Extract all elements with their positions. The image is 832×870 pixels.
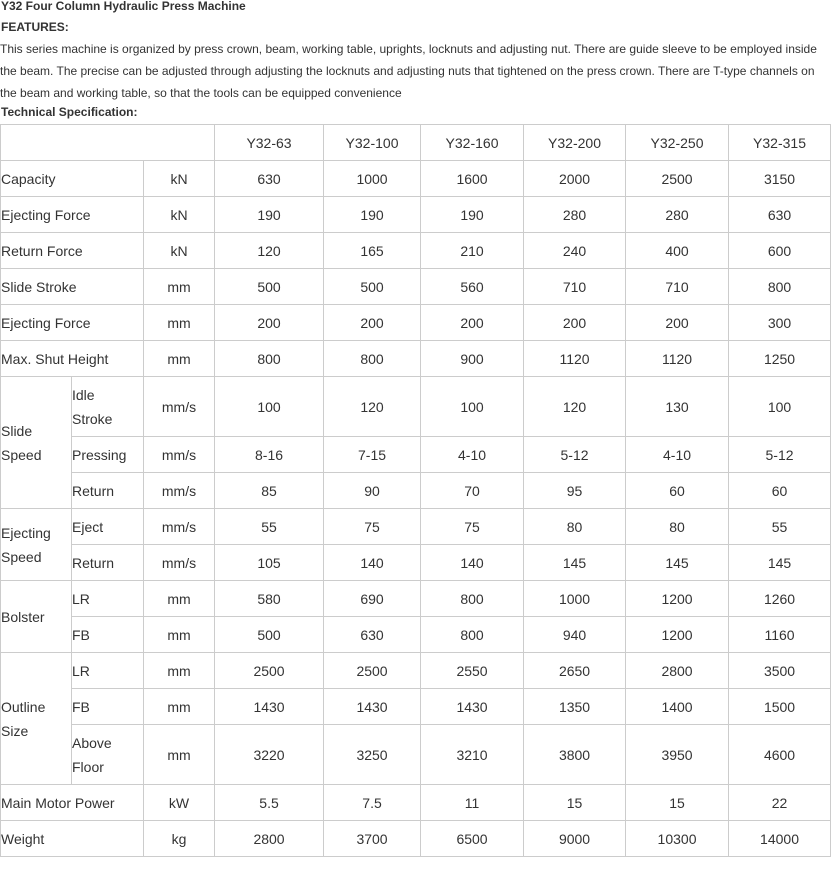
table-row [1, 341, 831, 377]
value-cell: 1500 [729, 689, 831, 725]
table-row [1, 437, 831, 473]
row-unit: mm/s [144, 545, 215, 581]
value-cell: 600 [729, 233, 831, 269]
value-cell: 690 [324, 581, 421, 617]
row-label: Weight [1, 821, 144, 857]
spec-heading: Technical Specification: [1, 105, 138, 119]
row-label: Capacity [1, 161, 144, 197]
value-cell: 3220 [215, 725, 324, 785]
value-cell: 80 [626, 509, 729, 545]
sub-label: LR [72, 653, 144, 689]
value-cell: 100 [421, 377, 524, 437]
value-cell: 1350 [524, 689, 626, 725]
row-unit: mm [144, 341, 215, 377]
group-label-ejecting-speed: Ejecting Speed [1, 509, 72, 581]
value-cell: 500 [215, 617, 324, 653]
value-cell: 1200 [626, 617, 729, 653]
value-cell: 200 [524, 305, 626, 341]
value-cell: 1250 [729, 341, 831, 377]
value-cell: 240 [524, 233, 626, 269]
row-label: Main Motor Power [1, 785, 144, 821]
sub-label: Pressing [72, 437, 144, 473]
value-cell: 4-10 [626, 437, 729, 473]
value-cell: 800 [729, 269, 831, 305]
value-cell: 6500 [421, 821, 524, 857]
value-cell: 500 [324, 269, 421, 305]
value-cell: 75 [421, 509, 524, 545]
table-row [1, 509, 831, 545]
model-header: Y32-250 [626, 125, 729, 161]
value-cell: 500 [215, 269, 324, 305]
value-cell: 7-15 [324, 437, 421, 473]
row-unit: mm/s [144, 509, 215, 545]
table-row [1, 653, 831, 689]
table-row [1, 545, 831, 581]
value-cell: 7.5 [324, 785, 421, 821]
value-cell: 800 [324, 341, 421, 377]
table-row [1, 161, 831, 197]
value-cell: 800 [215, 341, 324, 377]
value-cell: 190 [324, 197, 421, 233]
value-cell: 1160 [729, 617, 831, 653]
value-cell: 55 [215, 509, 324, 545]
value-cell: 200 [421, 305, 524, 341]
model-header: Y32-315 [729, 125, 831, 161]
row-unit: mm/s [144, 437, 215, 473]
sub-label: Idle Stroke [72, 377, 144, 437]
table-row [1, 269, 831, 305]
value-cell: 3700 [324, 821, 421, 857]
table-row [1, 473, 831, 509]
value-cell: 100 [215, 377, 324, 437]
group-label-bolster: Bolster [1, 581, 72, 653]
value-cell: 1430 [215, 689, 324, 725]
value-cell: 1120 [626, 341, 729, 377]
value-cell: 100 [729, 377, 831, 437]
value-cell: 60 [626, 473, 729, 509]
value-cell: 10300 [626, 821, 729, 857]
value-cell: 15 [626, 785, 729, 821]
row-unit: mm/s [144, 377, 215, 437]
sub-label: Return [72, 545, 144, 581]
value-cell: 1430 [421, 689, 524, 725]
value-cell: 145 [524, 545, 626, 581]
value-cell: 5-12 [729, 437, 831, 473]
value-cell: 165 [324, 233, 421, 269]
value-cell: 85 [215, 473, 324, 509]
value-cell: 120 [524, 377, 626, 437]
value-cell: 2650 [524, 653, 626, 689]
value-cell: 55 [729, 509, 831, 545]
value-cell: 300 [729, 305, 831, 341]
value-cell: 140 [421, 545, 524, 581]
value-cell: 1600 [421, 161, 524, 197]
model-header: Y32-63 [215, 125, 324, 161]
features-heading: FEATURES: [1, 20, 69, 34]
value-cell: 9000 [524, 821, 626, 857]
group-label-outline-size: Outline Size [1, 653, 72, 785]
value-cell: 280 [524, 197, 626, 233]
value-cell: 1120 [524, 341, 626, 377]
value-cell: 630 [215, 161, 324, 197]
table-row [1, 197, 831, 233]
sub-label: LR [72, 581, 144, 617]
value-cell: 400 [626, 233, 729, 269]
value-cell: 200 [215, 305, 324, 341]
row-unit: mm [144, 653, 215, 689]
row-unit: kW [144, 785, 215, 821]
value-cell: 3150 [729, 161, 831, 197]
table-row [1, 821, 831, 857]
row-unit: kN [144, 233, 215, 269]
value-cell: 4-10 [421, 437, 524, 473]
row-label: Max. Shut Height [1, 341, 144, 377]
value-cell: 800 [421, 581, 524, 617]
row-unit: kg [144, 821, 215, 857]
value-cell: 120 [324, 377, 421, 437]
model-header: Y32-160 [421, 125, 524, 161]
value-cell: 3210 [421, 725, 524, 785]
row-label: Ejecting Force [1, 305, 144, 341]
value-cell: 80 [524, 509, 626, 545]
value-cell: 630 [324, 617, 421, 653]
value-cell: 75 [324, 509, 421, 545]
value-cell: 4600 [729, 725, 831, 785]
value-cell: 190 [215, 197, 324, 233]
table-row [1, 305, 831, 341]
value-cell: 1200 [626, 581, 729, 617]
table-row [1, 689, 831, 725]
row-unit: mm [144, 689, 215, 725]
value-cell: 11 [421, 785, 524, 821]
sub-label: FB [72, 617, 144, 653]
spec-table [0, 124, 831, 857]
value-cell: 3500 [729, 653, 831, 689]
table-row [1, 581, 831, 617]
row-unit: mm [144, 617, 215, 653]
sub-label: FB [72, 689, 144, 725]
value-cell: 210 [421, 233, 524, 269]
value-cell: 900 [421, 341, 524, 377]
row-unit: mm [144, 269, 215, 305]
sub-label: Above Floor [72, 725, 144, 785]
sub-label: Return [72, 473, 144, 509]
value-cell: 5-12 [524, 437, 626, 473]
header-blank-cell [1, 125, 215, 161]
value-cell: 70 [421, 473, 524, 509]
value-cell: 95 [524, 473, 626, 509]
value-cell: 2500 [626, 161, 729, 197]
value-cell: 940 [524, 617, 626, 653]
value-cell: 800 [421, 617, 524, 653]
value-cell: 2500 [324, 653, 421, 689]
value-cell: 3950 [626, 725, 729, 785]
value-cell: 145 [729, 545, 831, 581]
page-title: Y32 Four Column Hydraulic Press Machine [1, 0, 246, 13]
value-cell: 710 [524, 269, 626, 305]
value-cell: 5.5 [215, 785, 324, 821]
value-cell: 200 [324, 305, 421, 341]
value-cell: 560 [421, 269, 524, 305]
value-cell: 8-16 [215, 437, 324, 473]
value-cell: 140 [324, 545, 421, 581]
model-header: Y32-200 [524, 125, 626, 161]
header-row [1, 125, 831, 161]
value-cell: 1260 [729, 581, 831, 617]
value-cell: 2550 [421, 653, 524, 689]
value-cell: 2500 [215, 653, 324, 689]
group-label-slide-speed: Slide Speed [1, 377, 72, 509]
value-cell: 130 [626, 377, 729, 437]
value-cell: 2800 [215, 821, 324, 857]
row-label: Slide Stroke [1, 269, 144, 305]
value-cell: 580 [215, 581, 324, 617]
value-cell: 120 [215, 233, 324, 269]
value-cell: 105 [215, 545, 324, 581]
value-cell: 710 [626, 269, 729, 305]
model-header: Y32-100 [324, 125, 421, 161]
value-cell: 200 [626, 305, 729, 341]
value-cell: 1000 [324, 161, 421, 197]
table-row [1, 233, 831, 269]
table-row [1, 785, 831, 821]
sub-label: Eject [72, 509, 144, 545]
value-cell: 14000 [729, 821, 831, 857]
table-row [1, 617, 831, 653]
value-cell: 630 [729, 197, 831, 233]
value-cell: 60 [729, 473, 831, 509]
value-cell: 2000 [524, 161, 626, 197]
value-cell: 1430 [324, 689, 421, 725]
row-unit: mm [144, 725, 215, 785]
value-cell: 1400 [626, 689, 729, 725]
row-unit: mm/s [144, 473, 215, 509]
value-cell: 280 [626, 197, 729, 233]
value-cell: 190 [421, 197, 524, 233]
table-row [1, 725, 831, 785]
row-unit: mm [144, 581, 215, 617]
row-unit: kN [144, 161, 215, 197]
value-cell: 22 [729, 785, 831, 821]
row-unit: kN [144, 197, 215, 233]
value-cell: 145 [626, 545, 729, 581]
value-cell: 3800 [524, 725, 626, 785]
row-unit: mm [144, 305, 215, 341]
features-text: This series machine is organized by press crown, beam, working table, uprights, locknuts and adjusting nut. There are guide sleeve to be employed inside the beam. The precise can be adjusted through adjusting the locknuts and adjusting nuts that tightened on the press crown. There are T-type channels on the beam and working table, so that the tools can be equipped convenience [0, 42, 817, 100]
row-label: Ejecting Force [1, 197, 144, 233]
row-label: Return Force [1, 233, 144, 269]
value-cell: 15 [524, 785, 626, 821]
value-cell: 3250 [324, 725, 421, 785]
table-row [1, 377, 831, 437]
value-cell: 90 [324, 473, 421, 509]
value-cell: 2800 [626, 653, 729, 689]
value-cell: 1000 [524, 581, 626, 617]
